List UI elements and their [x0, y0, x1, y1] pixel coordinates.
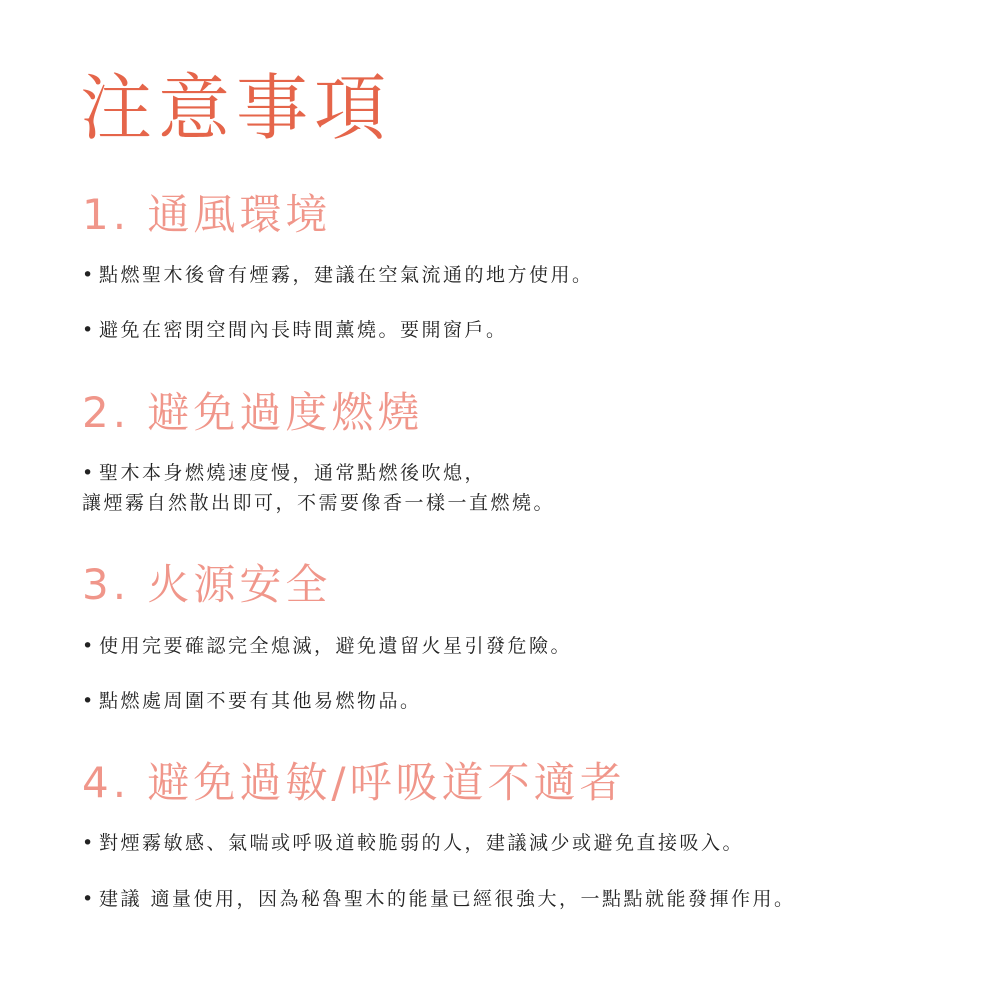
section-heading-avoid-overburning: 2. 避免過度燃燒 [82, 388, 424, 437]
list-item-text: 點燃聖木後會有煙霧，建議在空氣流通的地方使用。 [99, 264, 594, 286]
bullet-dot-icon: • [82, 690, 96, 712]
list-item-continuation: 讓煙霧自然散出即可，不需要像香一樣一直燃燒。 [82, 492, 556, 514]
list-item-text: 使用完要確認完全熄滅，避免遺留火星引發危險。 [99, 635, 573, 657]
section-heading-fire-safety: 3. 火源安全 [82, 560, 332, 609]
list-item [82, 321, 508, 340]
list-item-text: 聖木本身燃燒速度慢，通常點燃後吹熄， [99, 462, 487, 484]
list-item-text: 避免在密閉空間內長時間薰燒。要開窗戶。 [99, 319, 508, 341]
list-item-text: 點燃處周圍不要有其他易燃物品。 [99, 690, 422, 712]
section-heading-allergy-warning: 4. 避免過敏/呼吸道不適者 [82, 758, 626, 807]
list-item-text: 建議 適量使用，因為秘魯聖木的能量已經很強大，一點點就能發揮作用。 [99, 888, 796, 910]
bullet-dot-icon: • [82, 888, 96, 910]
list-item [82, 834, 744, 853]
list-item [82, 692, 422, 711]
list-item [82, 890, 796, 909]
list-item [82, 266, 594, 285]
page-title: 注意事項 [80, 66, 393, 150]
list-item [82, 637, 572, 656]
bullet-dot-icon: • [82, 832, 96, 854]
bullet-dot-icon: • [82, 319, 96, 341]
list-item [82, 464, 486, 483]
bullet-dot-icon: • [82, 635, 96, 657]
section-heading-ventilation: 1. 通風環境 [82, 190, 332, 239]
bullet-dot-icon: • [82, 462, 96, 484]
bullet-dot-icon: • [82, 264, 96, 286]
list-item-text: 對煙霧敏感、氣喘或呼吸道較脆弱的人，建議減少或避免直接吸入。 [99, 832, 745, 854]
